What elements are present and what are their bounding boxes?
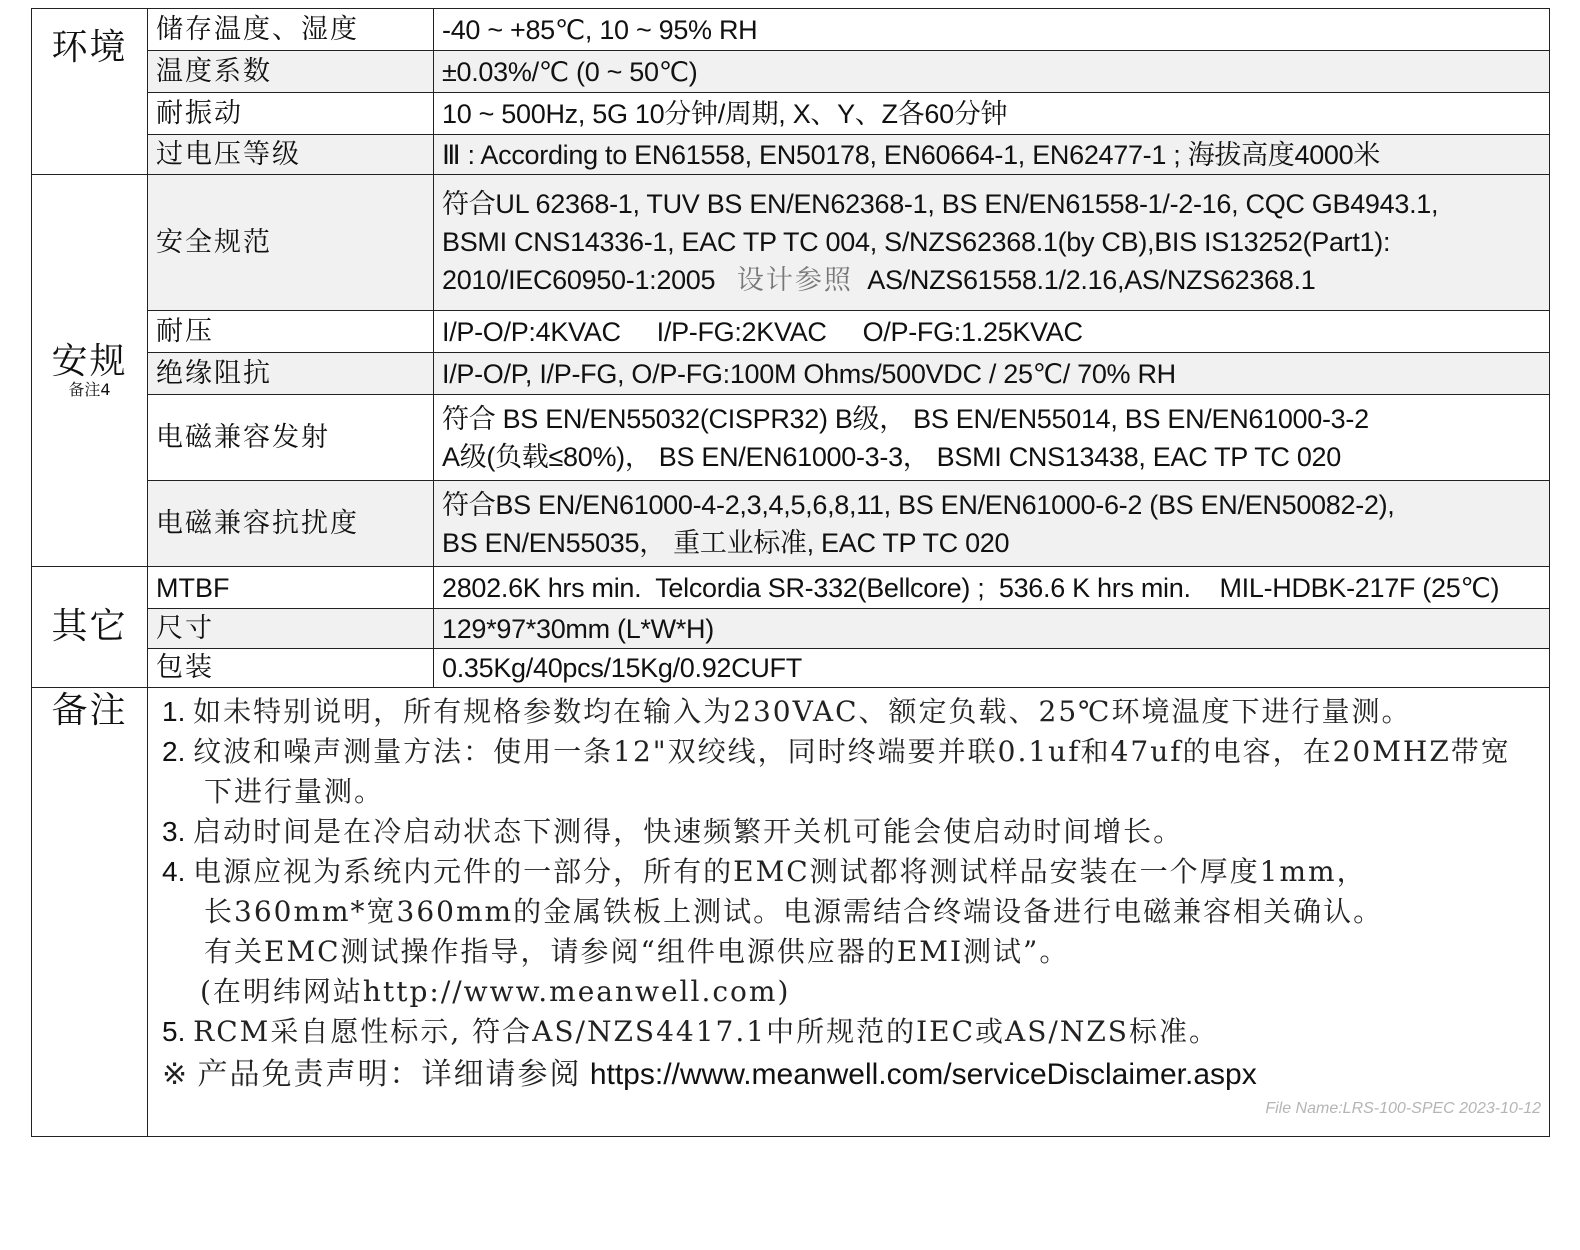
note-text: 纹波和噪声测量方法：使用一条12"双绞线，同时终端要并联0.1uf和47uf的电容，在20MHZ带宽 bbox=[193, 735, 1511, 768]
category-notes-label: 备注 bbox=[51, 690, 128, 731]
note-item bbox=[162, 1012, 1539, 1052]
row-value bbox=[434, 175, 1550, 311]
file-name: File Name:LRS-100-SPEC 2023-10-12 bbox=[1265, 1100, 1541, 1117]
row-label: 耐压 bbox=[148, 311, 434, 353]
note-text-continued: 下进行量测。 bbox=[204, 775, 385, 808]
row-value: I/P-O/P:4KVAC I/P-FG:2KVAC O/P-FG:1.25KVAC bbox=[434, 311, 1550, 353]
row-label: 安全规范 bbox=[148, 175, 434, 311]
row-value: 2802.6K hrs min. Telcordia SR-332(Bellcore) ; 536.6 K hrs min. MIL-HDBK-217F (25℃) bbox=[434, 567, 1550, 609]
row-label: 电磁兼容抗扰度 bbox=[148, 481, 434, 567]
value-line bbox=[442, 261, 1549, 300]
note-number: 4. bbox=[162, 856, 186, 887]
row-value bbox=[434, 481, 1550, 567]
reference-mark-icon: ※ bbox=[162, 1057, 190, 1092]
note-text: RCM采自愿性标示, 符合AS/NZS4417.1中所规范的IEC或AS/NZS标准。 bbox=[193, 1015, 1219, 1048]
value-line: BSMI CNS14336-1, EAC TP TC 004, S/NZS62368.1(by CB),BIS IS13252(Part1): bbox=[442, 227, 1391, 257]
category-environment bbox=[32, 9, 148, 175]
note-text: 如未特别说明，所有规格参数均在输入为230VAC、额定负载、25℃环境温度下进行量测。 bbox=[193, 695, 1412, 728]
meanwell-website-link[interactable]: (在明纬网站http://www.meanwell.com) bbox=[200, 975, 791, 1008]
row-value: Ⅲ : According to EN61558, EN50178, EN60664-1, EN62477-1 ; 海拔高度4000米 bbox=[434, 135, 1550, 175]
row-value bbox=[434, 395, 1550, 481]
disclaimer-link[interactable]: https://www.meanwell.com/serviceDisclaimer.aspx bbox=[589, 1058, 1257, 1091]
category-safety bbox=[32, 175, 148, 567]
category-others bbox=[32, 567, 148, 688]
env-row-overvoltage bbox=[32, 135, 1550, 175]
note-number: 5. bbox=[162, 1016, 186, 1047]
disclaimer-label: 产品免责声明：详细请参阅 bbox=[197, 1057, 582, 1092]
note-text: 电源应视为系统内元件的一部分，所有的EMC测试都将测试样品安装在一个厚度1mm， bbox=[193, 855, 1367, 888]
safety-row-emc-immunity bbox=[32, 481, 1550, 567]
value-line: 符合BS EN/EN61000-4-2,3,4,5,6,8,11, BS EN/EN61000-6-2 (BS EN/EN50082-2), bbox=[442, 489, 1395, 520]
others-row-mtbf bbox=[32, 567, 1550, 609]
notes-row bbox=[32, 688, 1550, 1137]
category-others-label: 其它 bbox=[51, 606, 128, 647]
row-label: MTBF bbox=[148, 567, 434, 609]
safety-row-standards bbox=[32, 175, 1550, 311]
row-label: 储存温度、湿度 bbox=[148, 9, 434, 51]
note-item bbox=[162, 852, 1539, 1012]
row-label: 尺寸 bbox=[148, 609, 434, 649]
env-row-vibration bbox=[32, 93, 1550, 135]
value-line: BS EN/EN55035， 重工业标准, EAC TP TC 020 bbox=[442, 527, 1010, 558]
category-safety-label: 安规 bbox=[51, 340, 128, 382]
note-number: 3. bbox=[162, 816, 186, 847]
note-number: 1. bbox=[162, 696, 186, 727]
category-safety-note: 备注4 bbox=[68, 379, 111, 399]
env-row-storage bbox=[32, 9, 1550, 51]
note-number: 2. bbox=[162, 736, 186, 767]
others-row-dimension bbox=[32, 609, 1550, 649]
others-row-packing bbox=[32, 649, 1550, 688]
row-value: I/P-O/P, I/P-FG, O/P-FG:100M Ohms/500VDC / 25℃/ 70% RH bbox=[434, 353, 1550, 395]
value-line: 符合UL 62368-1, TUV BS EN/EN62368-1, BS EN/EN61558-1/-2-16, CQC GB4943.1, bbox=[442, 189, 1439, 219]
row-label: 电磁兼容发射 bbox=[148, 395, 434, 481]
row-label: 温度系数 bbox=[148, 51, 434, 93]
row-label: 包装 bbox=[148, 649, 434, 688]
value-line: 符合 BS EN/EN55032(CISPR32) B级， BS EN/EN55014, BS EN/EN61000-3-2 bbox=[442, 403, 1369, 434]
row-value: ±0.03%/℃ (0 ~ 50℃) bbox=[434, 51, 1550, 93]
safety-row-withstand bbox=[32, 311, 1550, 353]
row-value: 0.35Kg/40pcs/15Kg/0.92CUFT bbox=[434, 649, 1550, 688]
note-item bbox=[162, 812, 1539, 852]
note-item bbox=[162, 692, 1539, 732]
design-reference-label: 设计参照 bbox=[736, 265, 853, 296]
row-label: 绝缘阻抗 bbox=[148, 353, 434, 395]
row-value: 10 ~ 500Hz, 5G 10分钟/周期, X、Y、Z各60分钟 bbox=[434, 93, 1550, 135]
value-line: A级(负载≤80%)， BS EN/EN61000-3-3， BSMI CNS13438, EAC TP TC 020 bbox=[442, 441, 1341, 472]
row-label: 耐振动 bbox=[148, 93, 434, 135]
note-text: 启动时间是在冷启动状态下测得，快速频繁开关机可能会使启动时间增长。 bbox=[193, 815, 1184, 848]
notes-content bbox=[148, 688, 1550, 1137]
safety-row-isolation bbox=[32, 353, 1550, 395]
design-reference-value: AS/NZS61558.1/2.16,AS/NZS62368.1 bbox=[867, 265, 1316, 295]
note-text-continued: 长360mm*宽360mm的金属铁板上测试。电源需结合终端设备进行电磁兼容相关确认。 bbox=[204, 895, 1384, 928]
spec-table bbox=[31, 8, 1550, 1137]
category-environment-label: 环境 bbox=[51, 27, 128, 68]
value-line-text: 2010/IEC60950-1:2005 bbox=[442, 265, 716, 295]
row-value: 129*97*30mm (L*W*H) bbox=[434, 609, 1550, 649]
note-item bbox=[162, 732, 1539, 812]
env-row-temp-coeff bbox=[32, 51, 1550, 93]
row-value: -40 ~ +85℃, 10 ~ 95% RH bbox=[434, 9, 1550, 51]
note-text-continued: 有关EMC测试操作指导，请参阅“组件电源供应器的EMI测试”。 bbox=[204, 935, 1070, 968]
safety-row-emc-emission bbox=[32, 395, 1550, 481]
category-notes bbox=[32, 688, 148, 1137]
row-label: 过电压等级 bbox=[148, 135, 434, 175]
